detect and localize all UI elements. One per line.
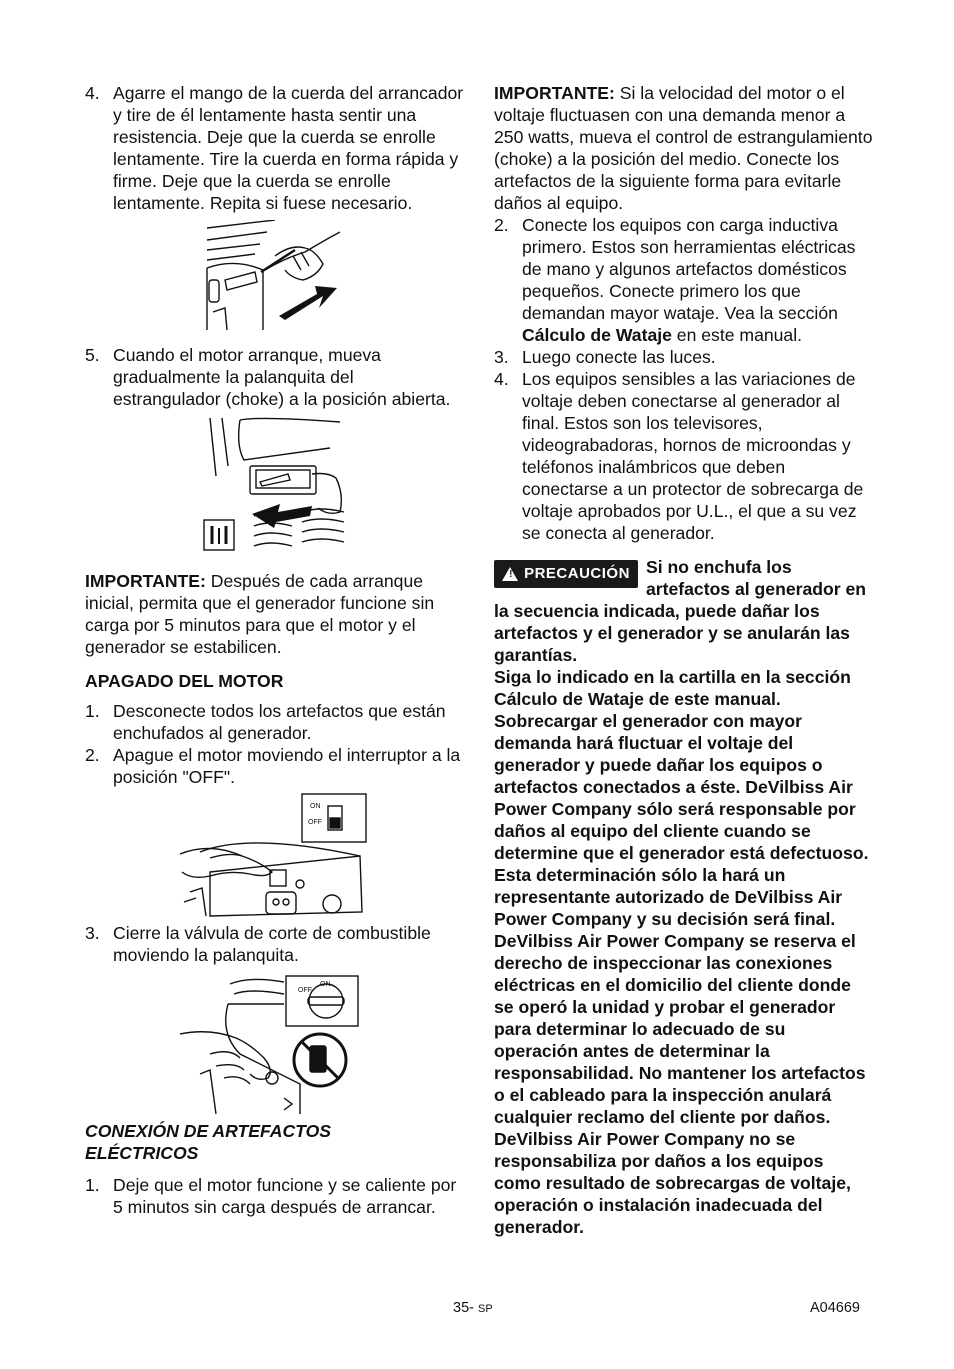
list-item	[85, 344, 465, 410]
connection-heading: CONEXIÓN DE ARTEFACTOS ELÉCTRICOS	[85, 1121, 332, 1163]
starter-cord-illustration	[205, 220, 345, 338]
valve-on-label: ON	[320, 981, 331, 988]
fuel-valve-illustration	[180, 974, 370, 1116]
right-column	[494, 82, 874, 1238]
left-column	[85, 82, 465, 1218]
step-text-part: Conecte los equipos con carga inductiva primero. Estos son herramientas eléctricas de mano y algunos artefactos domésticos pequeños. Conecte primero los que demandan mayor wataje. Vea la sección	[522, 215, 856, 323]
list-number: 3.	[85, 923, 100, 943]
language-code: SP	[478, 1303, 493, 1315]
list-number: 3.	[494, 347, 509, 367]
wattage-section-ref: Cálculo de Wataje	[522, 325, 672, 345]
list-item	[85, 922, 465, 966]
page-number-value: 35-	[453, 1300, 474, 1316]
important-note	[85, 570, 465, 658]
list-item	[85, 1174, 465, 1218]
list-number: 2.	[494, 215, 509, 235]
step-text: Desconecte todos los artefactos que están enchufados al generador.	[113, 701, 446, 743]
warning-triangle-icon: !	[502, 567, 518, 581]
document-code: A04669	[810, 1300, 860, 1316]
step-text: Apague el motor moviendo el interruptor a la posición "OFF".	[113, 745, 461, 787]
list-item	[494, 346, 874, 368]
step-text: Cuando el motor arranque, mueva gradualmente la palanquita del estrangulador (choke) a la posición abierta.	[113, 345, 451, 409]
switch-on-label: ON	[310, 803, 321, 810]
shutdown-heading: APAGADO DEL MOTOR	[85, 671, 284, 691]
step-text: Deje que el motor funcione y se caliente por 5 minutos sin carga después de arrancar.	[113, 1175, 457, 1217]
caution-text: Si no enchufa los artefactos al generador en la secuencia indicada, puede dañar los artefactos y el generador y se anularán las garantías.	[494, 557, 866, 665]
step-text-part: en este manual.	[671, 325, 803, 345]
list-number: 1.	[85, 1175, 100, 1195]
important-note	[494, 82, 874, 214]
step-text	[522, 214, 874, 346]
caution-block	[494, 556, 874, 1238]
list-item	[494, 214, 874, 346]
important-text: Si la velocidad del motor o el voltaje fluctuasen con una demanda menor a 250 watts, mueva el control de estrangulamiento (choke) a la posición del medio. Conecte los artefactos de la siguiente forma para evitarle daños al equipo.	[494, 83, 873, 213]
page-number	[453, 1297, 493, 1320]
switch-off-label: OFF	[308, 819, 322, 826]
caution-badge	[494, 560, 638, 588]
step-text: Cierre la válvula de corte de combustible moviendo la palanquita.	[113, 923, 431, 965]
important-text: Después de cada arranque inicial, permita que el generador funcione sin carga por 5 minutos para que el motor y el generador se estabilicen.	[85, 571, 435, 657]
list-number: 5.	[85, 345, 100, 365]
step-text: Los equipos sensibles a las variaciones de voltaje deben conectarse al generador al final. Estos son los televisores, videograbadoras, hornos de microondas y teléfonos inalámbricos que deben conectarse a un protector de sobrecarga de voltaje aprobados por U.L., el que a su vez se conecta al generador.	[522, 369, 864, 543]
list-number: 4.	[85, 83, 100, 103]
list-number: 2.	[85, 745, 100, 765]
list-item	[85, 82, 465, 214]
list-item	[85, 700, 465, 744]
step-text: Luego conecte las luces.	[522, 347, 716, 367]
choke-lever-illustration	[200, 416, 350, 552]
list-item	[494, 368, 874, 544]
step-text: Agarre el mango de la cuerda del arrancador y tire de él lentamente hasta sentir una resistencia. Deje que la cuerda se enrolle lentamente. Tire la cuerda en forma rápida y firme. Deje que la cuerda se enrolle lentamente. Repita si fuese necesario.	[113, 83, 464, 213]
important-label: IMPORTANTE:	[85, 571, 206, 591]
off-switch-illustration	[180, 792, 370, 918]
valve-off-label: OFF	[298, 987, 312, 994]
list-number: 4.	[494, 369, 509, 389]
list-number: 1.	[85, 701, 100, 721]
warning-text: Siga lo indicado en la cartilla en la sección Cálculo de Wataje de este manual. Sobrecargar el generador con mayor demanda hará fluctuar el voltaje del generador y puede dañar los equipos o artefactos conectados a éste. DeVilbiss Air Power Company sólo será responsable por daños al equipo del cliente cuando se determine que el generador está defectuoso. Esta determinación sólo la hará un representante autorizado de DeVilbiss Air Power Company y su decisión será final. DeVilbiss Air Power Company se reserva el derecho de inspeccionar las conexiones eléctricas en el domicilio del cliente donde se operó la unidad y probar el generador para determinar lo adecuado de su operación antes de determinar la responsabilidad. No mantener los artefactos o el cableado para la inspección anulará cualquier reclamo del cliente por daños. DeVilbiss Air Power Company no se responsabiliza por daños a los equipos como resultado de sobrecargas de voltaje, operación o instalación inadecuada del generador.	[494, 667, 869, 1237]
caution-badge-label: PRECAUCIÓN	[524, 565, 630, 582]
list-item	[85, 744, 465, 788]
important-label: IMPORTANTE:	[494, 83, 615, 103]
